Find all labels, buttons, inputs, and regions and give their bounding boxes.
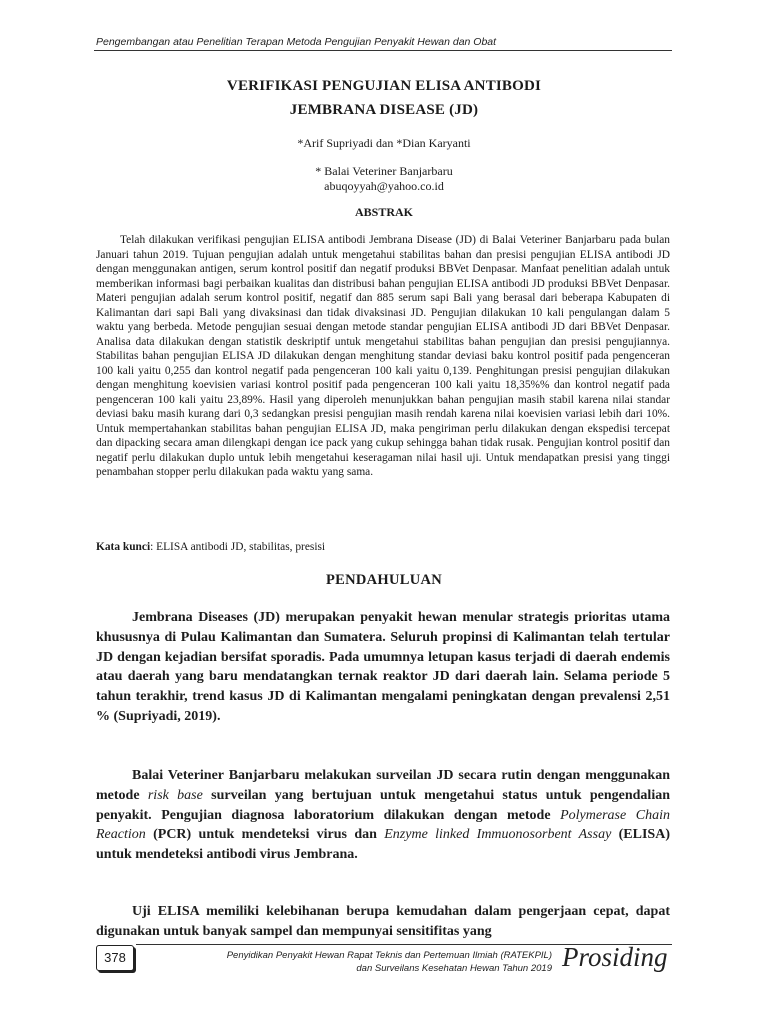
intro-paragraph-1: Jembrana Diseases (JD) merupakan penyakit hewan menular strategis prioritas utama khususnya di Pulau Kalimantan dan Sumatera. Seluruh propinsi di Kalimantan telah tertular JD dengan kejadian bersifat sporadis. Pada umumnya letupan kasus terjadi di daerah endemis atau daerah yang baru mendatangkan ternak reaktor JD dari daerah lain. Selama periode 5 tahun terakhir, trend kasus JD di Kalimantan mengalami peningkatan dengan prevalensi 2,51 % (Supriyadi, 2019).: [96, 610, 670, 724]
title-line-1: VERIFIKASI PENGUJIAN ELISA ANTIBODI: [226, 78, 542, 94]
abstract-text: Telah dilakukan verifikasi pengujian ELISA antibodi Jembrana Disease (JD) di Balai Veteriner Banjarbaru pada bulan Januari tahun 2019. Tujuan pengujian adalah untuk mengetahui stabilitas bahan dan presisi pengujian ELISA antibodi JD dengan menggunakan antigen, serum kontrol positif dan negatif produksi BBVet Denpasar. Manfaat penelitian adalah untuk memberikan informasi bagi perbaikan kualitas dan distribusi bahan pengujian ELISA antibodi JD produksi BBVet Denpasar. Materi pengujian adalah serum kontrol positif, negatif dan 885 serum sapi Bali yang berasal dari beberapa Kabupaten di Kalimantan dari sapi Bali yang divaksinasi dan tidak divaksinasi JD. Pengujian dilakukan 10 kali pengulangan dalam 5 waktu yang berbeda. Metode pengujian sesuai dengan metode standar pengujian ELISA antibodi JD dari BBVet Denpasar. Analisa data dilakukan dengan statistik deskriptif untuk mengetahui stabilitas bahan pengujian dan presisi pengujiannya. Stabilitas bahan pengujian ELISA JD dilakukan dengan menghitung standar deviasi baku kontrol positif pada pengenceran 100 kali yaitu 0,255 dan kontrol negatif pada pengenceran 100 kali yaitu 0,139. Penghitungan presisi pengujian dilakukan dengan menghitung koevisien variasi kontrol positif pada pengenceran 100 kali yaitu 18,35%% dan kontrol negatif pada pengenceran 100 kali yaitu 23,89%. Hasil yang diperoleh menunjukkan bahan pengujian masih stabil karena nilai standar deviasi baku masih kurang dari 0,3 sedangkan presisi pengujian masih rendah karena nilai koevisien variasi lebih dari 10%. Untuk mempertahankan stabilitas bahan pengujian ELISA JD, maka pengiriman perlu dilakukan dengan ekspedisi tercepat dan dipacking secara aman dilengkapi dengan ice pack yang cukup sehingga bahan tidak rusak. Pengujian kontrol positif dan negatif perlu dilakukan duplo untuk lebih mengetahui keseragaman nilai hasil uji. Untuk mendapatkan presisi yang tinggi penambahan stopper perlu dilakukan pada waktu yang sama.: [96, 234, 670, 478]
authors: *Arif Supriyadi dan *Dian Karyanti: [297, 136, 471, 150]
keywords: [96, 541, 325, 553]
para2-italic-risk-base: risk base: [147, 787, 203, 803]
header-divider: [94, 50, 672, 51]
footer-brand: Prosiding: [562, 942, 668, 972]
affiliation: * Balai Veteriner Banjarbaru: [315, 164, 453, 178]
footer-line-2: dan Surveilans Kesehatan Hewan Tahun 2019: [356, 963, 552, 974]
section-heading-introduction: PENDAHULUAN: [325, 572, 443, 588]
para2-italic-pcr: Polymerase Chain Reaction: [96, 807, 670, 843]
para2-text-g: (ELISA) untuk mendeteksi antibodi virus Jembrana.: [96, 827, 670, 863]
page-number: 378: [96, 945, 134, 971]
footer-line-1: Penyidikan Penyakit Hewan Rapat Teknis dan Pertemuan Ilmiah (RATEKPIL): [226, 950, 552, 961]
intro-paragraph-3: Uji ELISA memiliki kelebihanan berupa kemudahan dalam pengerjaan cepat, dapat digunakan untuk banyak sampel dan mempunyai sensitifitas yang: [96, 904, 670, 939]
paper-title: [96, 74, 672, 122]
abstract-heading: ABSTRAK: [354, 205, 413, 219]
running-header: Pengembangan atau Penelitian Terapan Metoda Pengujian Penyakit Hewan dan Obat: [96, 36, 497, 48]
para2-text-e: (PCR) untuk mendeteksi virus dan: [145, 827, 385, 843]
footer-citation: [227, 949, 552, 975]
para2-text-c: surveilan yang bertujuan untuk mengetahui status untuk pengendalian penyakit. Pengujian diagnosa laboratorium dilakukan dengan metode: [96, 787, 670, 823]
author-email: abuqoyyah@yahoo.co.id: [324, 179, 444, 193]
keywords-label: Kata kunci: [96, 541, 151, 553]
para2-text-a: Balai Veteriner Banjarbaru melakukan surveilan JD secara rutin dengan menggunakan metode: [96, 768, 670, 803]
keywords-list: : ELISA antibodi JD, stabilitas, presisi: [150, 541, 326, 553]
affiliation-block: [96, 164, 672, 194]
para2-italic-elisa: Enzyme linked Immuonosorbent Assay: [384, 827, 612, 843]
intro-paragraph-2: [96, 766, 670, 865]
title-line-2: JEMBRANA DISEASE (JD): [289, 102, 479, 118]
